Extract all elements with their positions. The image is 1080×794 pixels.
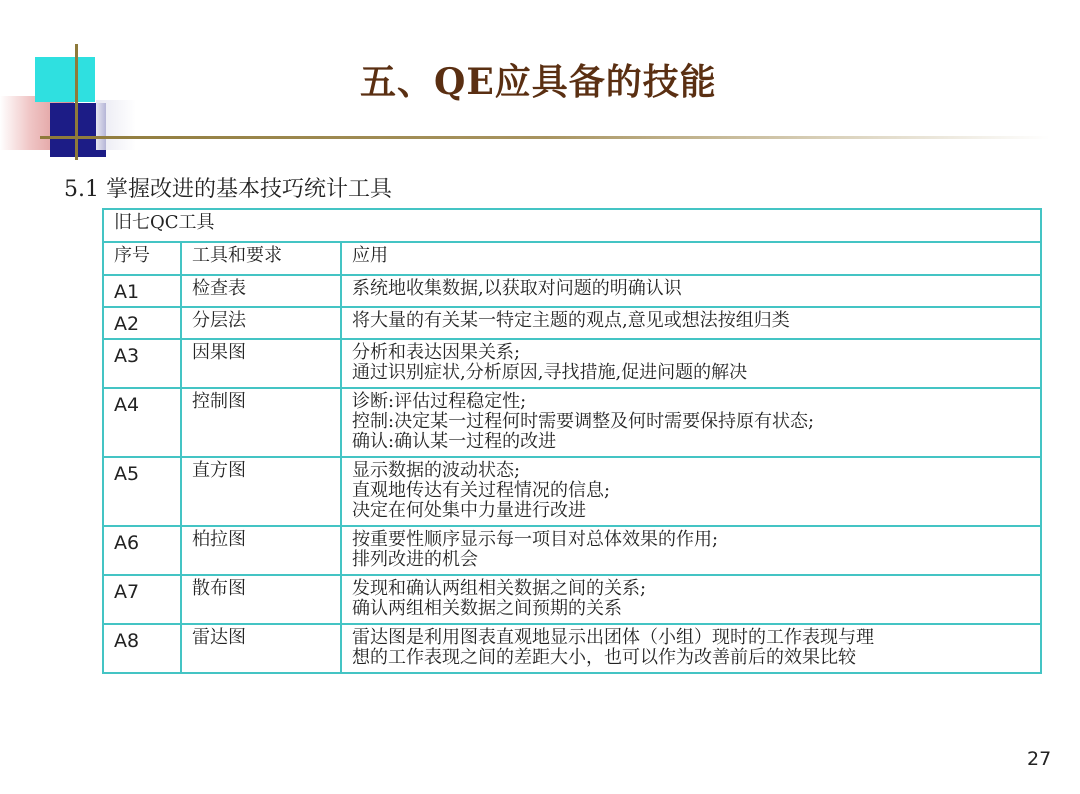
qc-tools-table bbox=[102, 208, 1042, 674]
row-application bbox=[341, 307, 1041, 339]
application-line: 诊断:评估过程稳定性; bbox=[352, 391, 527, 412]
application-line: 雷达图是利用图表直观地显示出团体（小组）现时的工作表现与理 bbox=[352, 627, 874, 648]
row-application bbox=[341, 457, 1041, 526]
table-caption: 旧七QC工具 bbox=[103, 209, 1041, 242]
table-header-row bbox=[103, 242, 1041, 275]
row-application bbox=[341, 388, 1041, 457]
decor-cyan-square bbox=[35, 57, 95, 102]
row-application bbox=[341, 624, 1041, 673]
section-title: 5.1 掌握改进的基本技巧统计工具 bbox=[64, 177, 392, 202]
application-line: 确认:确认某一过程的改进 bbox=[352, 431, 557, 452]
application-line: 决定在何处集中力量进行改进 bbox=[352, 500, 586, 521]
row-tool: 柏拉图 bbox=[181, 526, 341, 575]
row-id: A8 bbox=[103, 624, 181, 673]
table-row bbox=[103, 624, 1041, 673]
application-line: 系统地收集数据,以获取对问题的明确认识 bbox=[352, 278, 682, 299]
row-tool: 检查表 bbox=[181, 275, 341, 307]
table-row bbox=[103, 575, 1041, 624]
decor-vertical-line bbox=[75, 44, 78, 160]
decor-fade-block bbox=[96, 100, 136, 150]
table-row bbox=[103, 526, 1041, 575]
table-caption-row bbox=[103, 209, 1041, 242]
row-tool: 因果图 bbox=[181, 339, 341, 388]
application-line: 分析和表达因果关系; bbox=[352, 342, 521, 363]
header-tool: 工具和要求 bbox=[181, 242, 341, 275]
row-tool: 散布图 bbox=[181, 575, 341, 624]
decor-horizontal-rule bbox=[40, 136, 1050, 139]
application-line: 按重要性顺序显示每一项目对总体效果的作用; bbox=[352, 529, 719, 550]
table-row bbox=[103, 388, 1041, 457]
header-application: 应用 bbox=[341, 242, 1041, 275]
table-row bbox=[103, 339, 1041, 388]
application-line: 将大量的有关某一特定主题的观点,意见或想法按组归类 bbox=[352, 310, 790, 331]
application-line: 发现和确认两组相关数据之间的关系; bbox=[352, 578, 647, 599]
row-id: A7 bbox=[103, 575, 181, 624]
row-id: A1 bbox=[103, 275, 181, 307]
page-number: 27 bbox=[1027, 748, 1052, 770]
table-row bbox=[103, 457, 1041, 526]
row-application bbox=[341, 526, 1041, 575]
row-application bbox=[341, 575, 1041, 624]
row-tool: 直方图 bbox=[181, 457, 341, 526]
application-line: 确认两组相关数据之间预期的关系 bbox=[352, 598, 622, 619]
row-id: A6 bbox=[103, 526, 181, 575]
header-id: 序号 bbox=[103, 242, 181, 275]
table-row bbox=[103, 275, 1041, 307]
application-line: 控制:决定某一过程何时需要调整及何时需要保持原有状态; bbox=[352, 411, 815, 432]
row-tool: 分层法 bbox=[181, 307, 341, 339]
row-application bbox=[341, 339, 1041, 388]
row-tool: 雷达图 bbox=[181, 624, 341, 673]
slide-title: 五、QE应具备的技能 bbox=[360, 61, 717, 103]
application-line: 通过识别症状,分析原因,寻找措施,促进问题的解决 bbox=[352, 362, 748, 383]
application-line: 排列改进的机会 bbox=[352, 549, 478, 570]
application-line: 想的工作表现之间的差距大小，也可以作为改善前后的效果比较 bbox=[352, 647, 856, 668]
row-id: A3 bbox=[103, 339, 181, 388]
row-id: A5 bbox=[103, 457, 181, 526]
application-line: 显示数据的波动状态; bbox=[352, 460, 521, 481]
row-application bbox=[341, 275, 1041, 307]
row-tool: 控制图 bbox=[181, 388, 341, 457]
row-id: A2 bbox=[103, 307, 181, 339]
table-row bbox=[103, 307, 1041, 339]
application-line: 直观地传达有关过程情况的信息; bbox=[352, 480, 611, 501]
row-id: A4 bbox=[103, 388, 181, 457]
